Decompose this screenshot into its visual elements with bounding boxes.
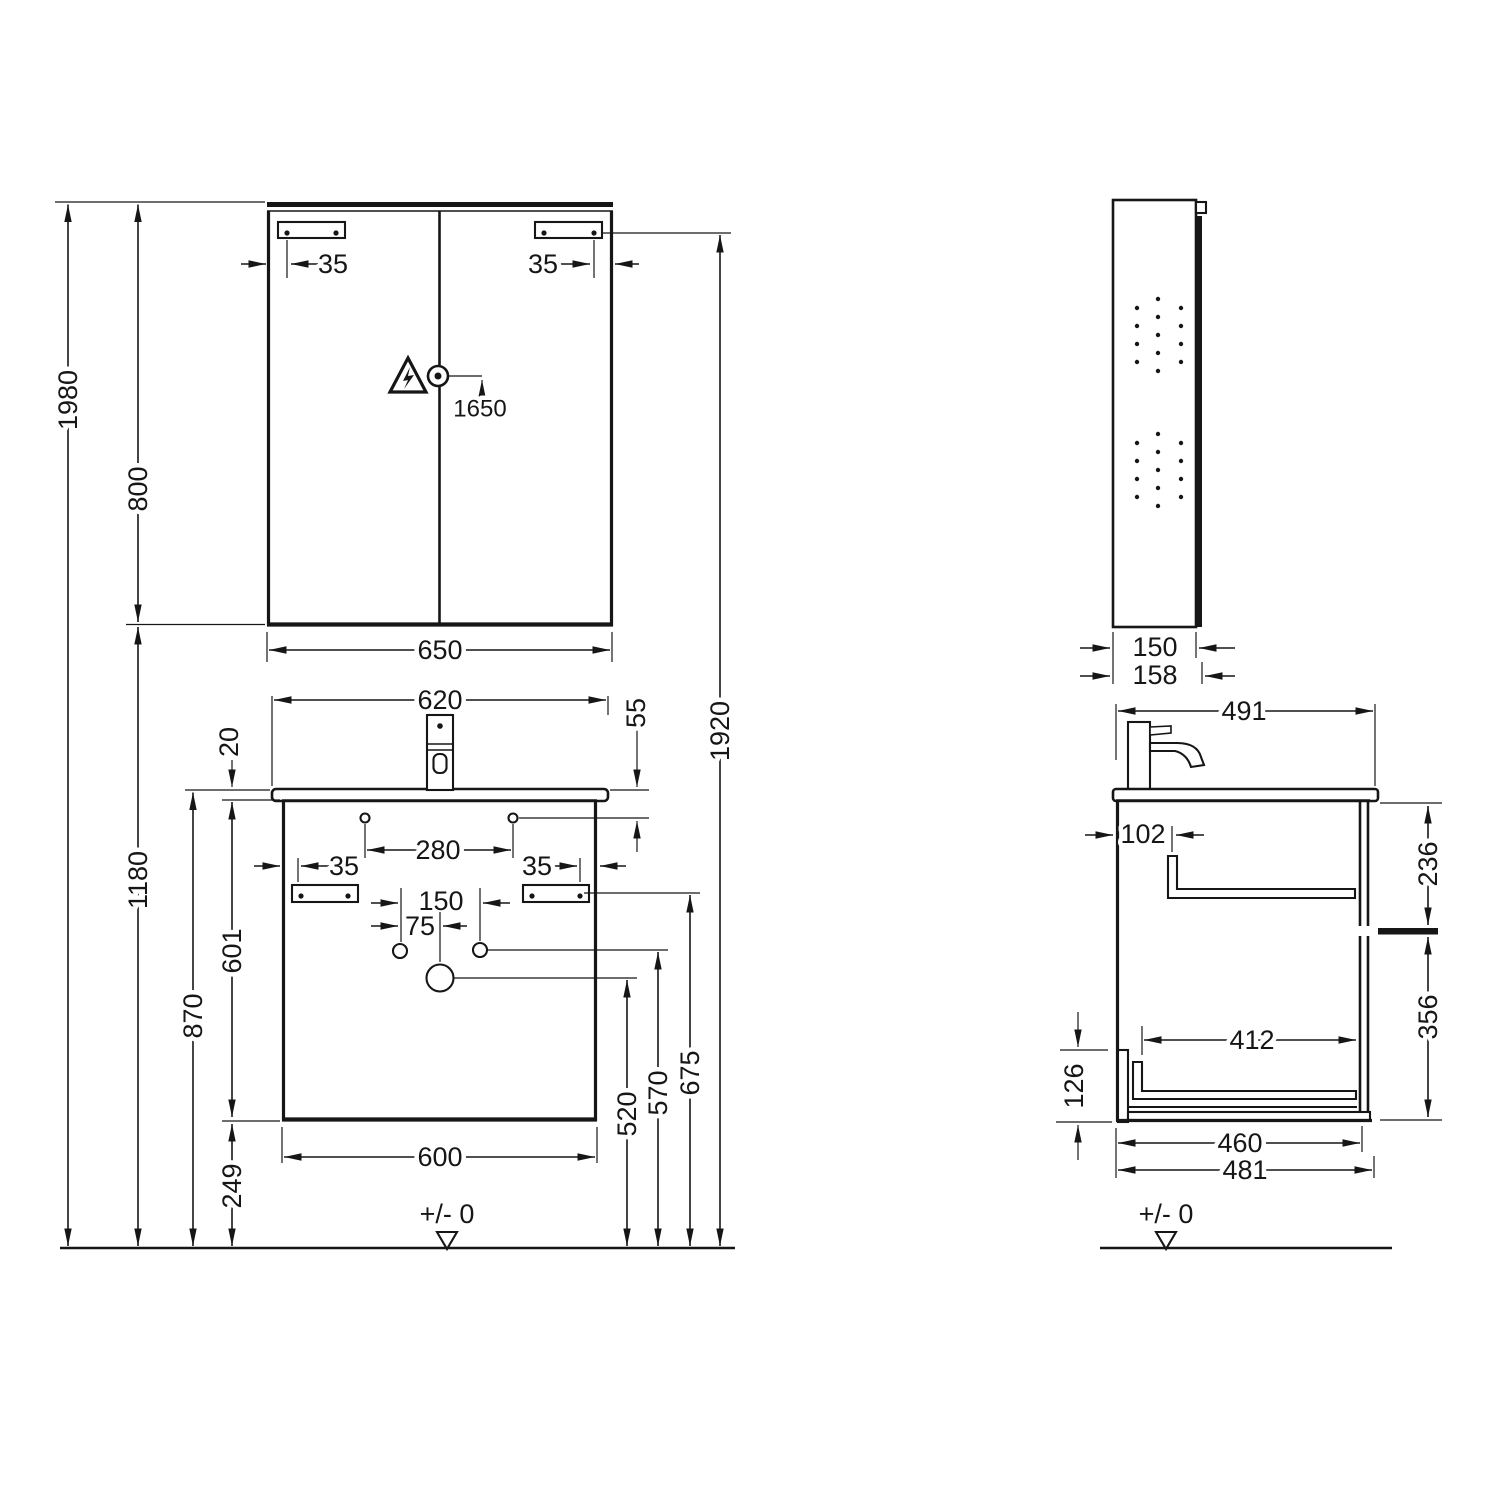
spout-outlet bbox=[434, 754, 447, 773]
dim-socket-height: 1650 bbox=[453, 395, 507, 423]
dim-carcass-width: 600 bbox=[417, 1142, 463, 1172]
datum-symbol bbox=[437, 1232, 457, 1249]
faucet bbox=[427, 715, 453, 790]
dim-mirror-depth: 150 bbox=[1132, 632, 1178, 662]
mounting-bracket bbox=[278, 222, 345, 238]
dim-holes-below-rim: 55 bbox=[621, 697, 651, 729]
mirror-side-dimensions bbox=[1080, 632, 1235, 690]
dim-basin-overhang: 20 bbox=[214, 726, 244, 758]
dim-upper-drawer-height: 236 bbox=[1413, 841, 1443, 887]
mirror-door-edge bbox=[1196, 216, 1202, 627]
dim-vanity-bracket-inset-left: 35 bbox=[328, 851, 360, 881]
dim-drawer-inner-depth: 412 bbox=[1229, 1025, 1275, 1055]
faucet-handle bbox=[1150, 726, 1171, 735]
dim-mirror-overall-depth: 158 bbox=[1132, 660, 1178, 690]
mounting-bracket bbox=[523, 885, 589, 902]
dim-mirror-fixing-height: 1920 bbox=[705, 700, 735, 762]
faucet-spout bbox=[1150, 743, 1204, 767]
mounting-bracket bbox=[535, 222, 602, 238]
vanity-side-view bbox=[1113, 722, 1378, 1122]
dim-vanity-bracket-inset-right: 35 bbox=[521, 851, 553, 881]
hinge-notch bbox=[1196, 202, 1206, 213]
cabinet-top-band bbox=[267, 202, 613, 207]
dim-overall-height: 1980 bbox=[53, 369, 83, 431]
datum-label: +/- 0 bbox=[419, 1199, 475, 1229]
dim-floor-clearance: 249 bbox=[217, 1163, 247, 1209]
dim-carcass-depth: 460 bbox=[1217, 1128, 1263, 1158]
lower-drawer-profile bbox=[1133, 1062, 1356, 1099]
dim-mirror-bottom-height: 1180 bbox=[123, 850, 153, 910]
dim-drawer-setback: 102 bbox=[1120, 819, 1166, 849]
dim-mirror-width: 650 bbox=[417, 635, 463, 665]
dim-lower-drawer-height: 356 bbox=[1413, 994, 1443, 1040]
dim-base-height: 126 bbox=[1059, 1063, 1089, 1109]
dim-bracket-height: 675 bbox=[675, 1050, 705, 1096]
supply-hole bbox=[473, 943, 487, 957]
datum-label: +/- 0 bbox=[1138, 1199, 1194, 1229]
faucet-side bbox=[1128, 722, 1204, 790]
supply-hole bbox=[393, 944, 407, 958]
dim-fixing-hole-spacing: 280 bbox=[415, 835, 461, 865]
dim-overall-depth: 481 bbox=[1222, 1155, 1268, 1185]
lower-drawer-front bbox=[1118, 1050, 1128, 1122]
mirror-cabinet-side-view bbox=[1113, 200, 1206, 627]
dim-carcass-height: 601 bbox=[217, 928, 247, 974]
dim-supply-spacing: 150 bbox=[418, 886, 464, 916]
fixing-hole bbox=[361, 814, 370, 823]
rail-joint-mark bbox=[1378, 928, 1438, 935]
drain-hole bbox=[427, 965, 454, 992]
datum-symbol bbox=[1156, 1232, 1176, 1249]
dim-drain-height: 520 bbox=[612, 1091, 642, 1137]
fixing-hole bbox=[509, 814, 518, 823]
cabinet-base-panel bbox=[1128, 1112, 1370, 1120]
dim-mirror-height: 800 bbox=[123, 466, 153, 512]
vanity-side-dimensions bbox=[1056, 696, 1443, 1249]
vanity-front-dimensions bbox=[60, 685, 735, 1249]
dim-drain-offset: 75 bbox=[404, 911, 436, 941]
dim-basin-width: 620 bbox=[417, 685, 463, 715]
dim-top-depth: 491 bbox=[1221, 696, 1267, 726]
upper-drawer-profile bbox=[1168, 856, 1355, 898]
dim-mirror-bracket-inset-right: 35 bbox=[527, 249, 559, 279]
dim-supply-height: 570 bbox=[643, 1070, 673, 1116]
dim-mirror-bracket-inset-left: 35 bbox=[317, 249, 349, 279]
dim-rim-height: 870 bbox=[178, 993, 208, 1039]
